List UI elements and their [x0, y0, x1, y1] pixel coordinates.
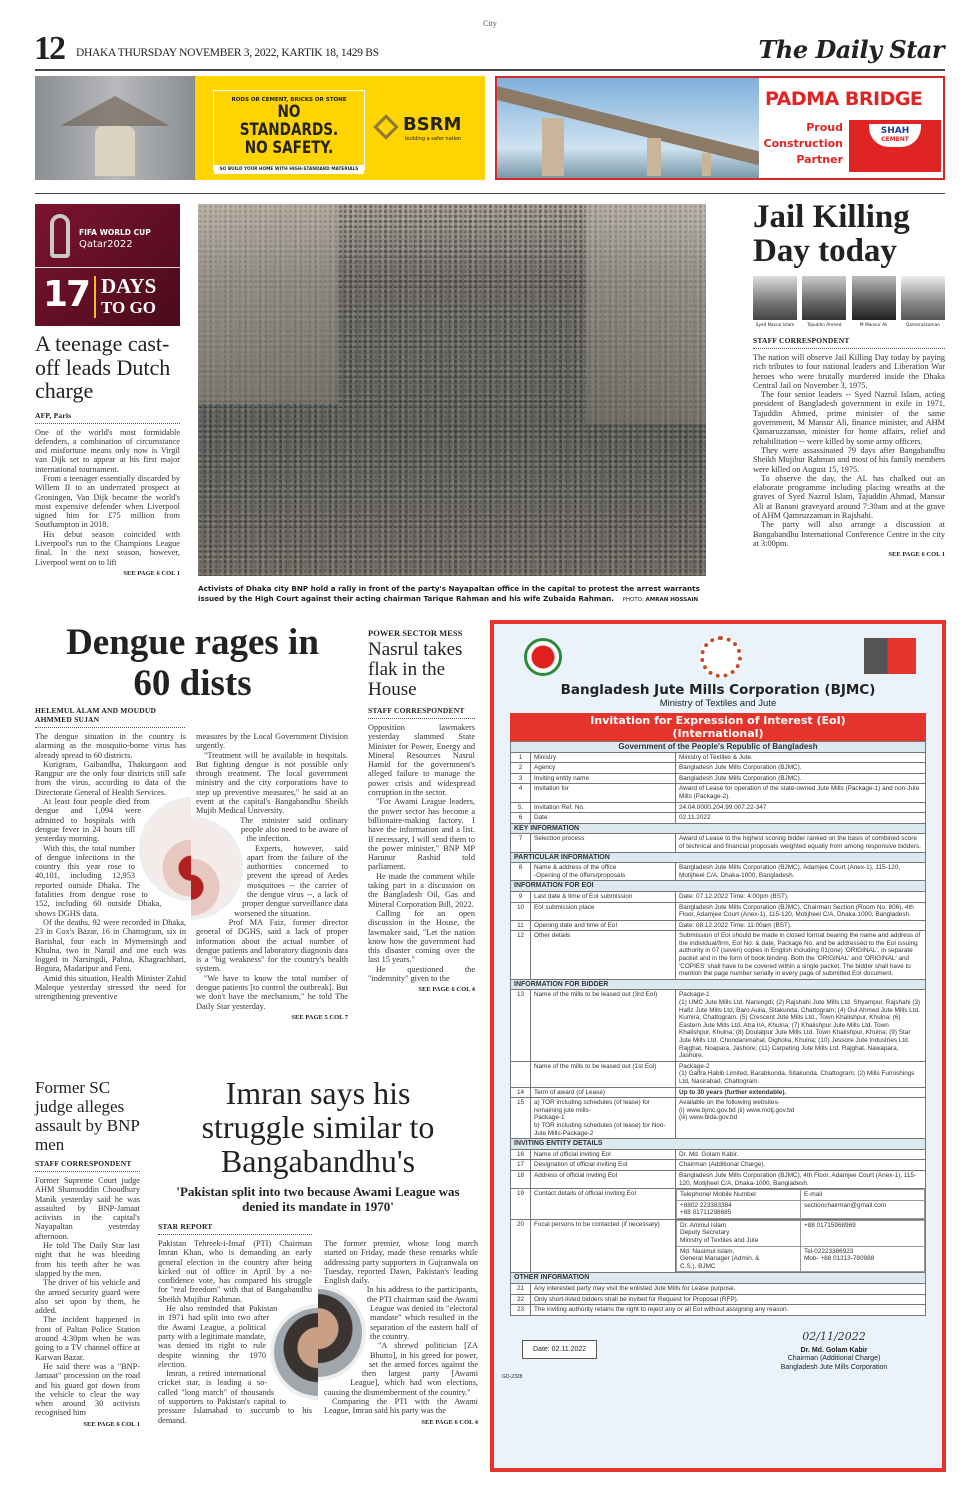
paragraph: Pakistan Tehreek-i-Insaf (PTI) Chairman Imran Khan, who is demanding an early general election in the country after being kicked out of office in April by a no-confidence vote, has compared his struggle for "real freedom" with that of Bangabandhu Sheikh Mujibur Rahman. [158, 1239, 312, 1304]
row-label: Name of the mills to be leased out (3rd EoI) [531, 990, 676, 1061]
table-row [511, 834, 926, 852]
jail-body [753, 353, 945, 548]
row-label: Designation of official inviting EoI [531, 1160, 676, 1171]
contact-cell: +8802 223383384 +88 01711298685 [677, 1200, 801, 1218]
row-number: 9 [511, 891, 531, 902]
row-label: Name of the mills to be leased out (1st EoI) [531, 1061, 676, 1087]
paragraph: "We have to know the total number of dengue patients [to control the outbreak]. But we don't have the mechanism," he told The Daily Star yesterday. [196, 973, 348, 1011]
paragraph: The dengue situation in the country is alarming as the mosquito-borne virus has already spread to 60 districts. [35, 732, 186, 760]
row-number: 23 [511, 1305, 531, 1316]
table-row [511, 813, 926, 824]
dengue-body-col2 [196, 732, 348, 1011]
bjmc-eoi-ad [490, 620, 946, 1472]
table-row [511, 1170, 926, 1188]
signer-name: Dr. Md. Golam Kabir [800, 1346, 868, 1354]
row-value: Award of Lease to the highest scoring bidder ranked on the basis of combined score of technical and financial proposals weighted equally from among responsive bidders. [676, 834, 926, 852]
section-heading: OTHER INFORMATION [511, 1273, 926, 1284]
paragraph: One of the world's most formidable defenders, a combination of circumstance and misfortune means only now is Virgil van Dijk set to appear at his first major international tournament. [35, 427, 180, 474]
imran-continued[interactable]: SEE PAGE 6 COL 4 [421, 1418, 478, 1426]
paragraph: Former Supreme Court judge AHM Shamsuddin Choudhury Manik yesterday said he was assaulted by BNP-Jamaat activists in the capital's Nayapaltan yesterday afternoon. [35, 1176, 140, 1241]
shah-line1: Proud [806, 121, 843, 134]
table-row [511, 1294, 926, 1305]
section-heading: KEY INFORMATION [511, 823, 926, 834]
world-cup-trophy-icon [50, 214, 70, 258]
bsrm-logo-icon [373, 114, 398, 139]
row-number: 5. [511, 802, 531, 813]
eoi-banner: Invitation for Expression of Interest (EoI) (International) [510, 713, 926, 741]
paragraph: The minister said ordinary people also need to be aware of the infection. [240, 815, 348, 844]
dengue-headline[interactable]: Dengue rages in 60 dists [66, 622, 319, 704]
nasrul-continued[interactable]: SEE PAGE 6 COL 4 [418, 986, 475, 994]
paragraph: Opposition lawmakers yesterday slammed State Minister for Power, Energy and Mineral Resources Nasrul Hamid for the government's alleged failure to manage the power crisis and widespread corruption in the sector. [368, 723, 475, 798]
family-house-image [35, 76, 195, 180]
table-row [511, 902, 926, 920]
bjmc-org: Bangladesh Jute Mills Corporation (BJMC) [560, 682, 876, 698]
paragraph: He told The Daily Star last night that he was bleeding from his teeth after he was slapped by the men. [35, 1241, 140, 1278]
paragraph: He also reminded that Pakistan in 1971 had split into two after the Awami League, a political party with a legitimate mandate, was denied its right to rule despite winning the 1970 election. [158, 1304, 278, 1369]
table-row [511, 920, 926, 931]
table-row [511, 1305, 926, 1316]
photo-credit-label: PHOTO: [622, 597, 644, 603]
fifa-countdown [35, 204, 180, 326]
dateline: DHAKA THURSDAY NOVEMBER 3, 2022, KARTIK 18, 1429 BS [76, 47, 379, 59]
table-section-row [511, 852, 926, 863]
row-number: 3 [511, 773, 531, 784]
imran-subhead: 'Pakistan split into two because Awami League was denied its mandate in 1970' [176, 1184, 460, 1214]
row-value: Package-1 (1) UMC Jute Mills Ltd. Narsingdi; (2) Rajshahi Jute Mills Ltd. Shyampur, Rajshahi (3) Hafiz Jute Mills Ltd, Baro Aulia, Sitakunda, Chattogram; (4) Gul Ahmed Jute Mills Ltd. Kumira, Chattogram. (5) Crescent Jute Mills Ltd., Town Khalishpur, Khulna; (6) Eastern Jute Mills Ltd. Atra I/A, Khulna; (7) Khalishpur Jute Mills Ltd. Town Khalishpur, Khulna; (8) Doulatpur Jute Mills Ltd. Town Khalishpur, Khulna; (9) Star Jute Mills Ltd. Chondanimahal, Digholia, Khulna; (10) Jessore Jute Industries Ltd. Rajghat, Noapara, Jashore; (11) Carpeting Jute Mills Ltd. Rajghat, Nawapara, Jashore. [676, 990, 926, 1061]
table-row [511, 863, 926, 881]
row-number: 4 [511, 784, 531, 802]
bjmc-ministry: Ministry of Textiles and Jute [659, 698, 777, 709]
fifa-line2: Qatar2022 [79, 239, 133, 250]
contact-cell: Tel-02223386923 Mob- +88 01313-780988 [801, 1246, 925, 1272]
row-value: Available on the following websites- (i) www.bjmc.gov.bd (ii) www.motj.gov.bd (iii) www.bida.gov.bd [676, 1098, 926, 1139]
paragraph: The driver of his vehicle and the armed security guard were also set upon by them, he added. [35, 1278, 140, 1316]
table-row [511, 1149, 926, 1160]
table-section-row [511, 1139, 926, 1150]
shah-cement-logo [849, 120, 941, 172]
fifa-line1: FIFA WORLD CUP [79, 228, 151, 237]
section-heading: INFORMATION FOR EOI [511, 881, 926, 892]
row-value: 02.11.2022 [676, 813, 926, 824]
paragraph: Imran, a retired international cricket star, is leading a so-called "long march" of thousands of supporters to Pakistan's capital to pressure Islamabad to succumb to his demand. [158, 1369, 312, 1425]
table-row [511, 1098, 926, 1139]
row-value: Ministry of Textiles & Jute. [676, 752, 926, 763]
contact-cell: Md. Nasimul Islam, General Manager (Admin. & C.S.), BJMC [677, 1246, 801, 1272]
jail-byline: STAFF CORRESPONDENT [753, 336, 945, 349]
bsrm-brand: BSRM [403, 114, 462, 135]
paragraph: Amid this situation, Health Minister Zahid Maleque yesterday stressed the need for strengthening preventive [35, 973, 186, 1002]
row-label: Ministry [531, 752, 676, 763]
masthead-logo[interactable]: The Daily Star [758, 35, 944, 64]
row-text: Any interested party may visit the enlisted Jute Mills for Lease purpose. [531, 1284, 926, 1295]
ads-rule [35, 193, 945, 194]
row-number: 13 [511, 990, 531, 1061]
ad-code: GD-2328 [502, 1374, 523, 1381]
row-number: 15 [511, 1098, 531, 1139]
jail-continued[interactable]: SEE PAGE 6 COL 1 [888, 551, 945, 559]
signature: 02/11/2022 [802, 1329, 866, 1343]
photo-caption: Activists of Dhaka city BNP hold a rally in front of the party's Nayapaltan office in the capital to protest the arrest warrants issued by the High Court against their acting chairman Tarique Rahman and his wife Zubaida Rahman. [198, 584, 700, 603]
row-number: 7 [511, 834, 531, 852]
row-value: Submission of EoI should be made in closed format bearing the name and address of the individual/firm, EoI No. & date, Package No. and be addressed to the EoI issuing authority in 07 (seven) copies in English including 01(one) 'ORIGINAL', in separate packet and in the form of book binding. Both the 'ORIGINAL' and 'ORIGINAL' and 'COPIES' shall have to be covered within a single packet. The bidder shall have to mention the page number serially in every page of submitted EoI document. [676, 931, 926, 980]
row-label: Contact details of official inviting EoI [531, 1189, 676, 1220]
paragraph: The party will also arrange a discussion at Bangabandhu International Conference Centre in the city at 3:00pm. [753, 520, 945, 548]
bsrm-line2: NO SAFETY. [244, 138, 334, 158]
vandijk-byline: AFP, Paris [35, 411, 180, 424]
table-row [511, 802, 926, 813]
row-value: Chairman (Additional Charge). [676, 1160, 926, 1171]
contact-cell: +88 01715968969 [801, 1220, 925, 1246]
table-row [511, 1160, 926, 1171]
nasrul-headline[interactable]: Nasrul takes flak in the House [368, 639, 463, 700]
row-value: Bangladesh Jute Mills Corporation (BJMC). [676, 773, 926, 784]
portrait: Qamaruzzaman [901, 276, 945, 328]
row-value: Dr. Md. Golam Kabir. [676, 1149, 926, 1160]
bsrm-ad[interactable] [35, 76, 485, 180]
shah-brand1: SHAH [880, 126, 910, 136]
row-number: 11 [511, 920, 531, 931]
bsrm-kicker: RODS OR CEMENT, BRICKS OR STONE [231, 97, 347, 103]
contact-cell: sectionchairman@gmail.com [801, 1200, 925, 1218]
row-number: 17 [511, 1160, 531, 1171]
section-heading: INVITING ENTITY DETAILS [511, 1139, 926, 1150]
paragraph: From a teenager essentially discarded by Willem II to an underrated prospect at Groningen, Van Dijk became the world's most expensive defender when Liverpool signed him for £75 million from Southampton in 2018. [35, 473, 180, 530]
row-label: EoI submission place [531, 902, 676, 920]
paragraph: He questioned the "indemnity" given to the [368, 964, 475, 984]
row-number: 18 [511, 1170, 531, 1188]
row-value: Bangladesh Jute Mills Corporation (BJMC). [676, 763, 926, 774]
judge-byline: STAFF CORRESPONDENT [35, 1159, 140, 1172]
paragraph: measures by the Local Government Division urgently. [196, 732, 348, 751]
paragraph: With this, the total number of dengue infections in the country this year rose to 40,101, including 12,953 reported outside Dhaka. The fatalities from dengue rose to 152, including 60 outside Dhaka, shows DGHS data. [35, 843, 162, 918]
contact-cell: E-mail [801, 1190, 925, 1201]
date-box: Date: 02.11.2022 [522, 1340, 597, 1359]
row-label: Name of official inviting EoI [531, 1149, 676, 1160]
table-row [511, 784, 926, 802]
row-label: Other details [531, 931, 676, 980]
page-number: 12 [34, 30, 64, 67]
paragraph: Of the deaths, 92 were recorded in Dhaka, 23 in Cox's Bazar, 16 in Chattogram, six in Barishal, four each in Mymensingh and Khulna, two in Narail and one each was logged in Narsingdi, Pabna, Khagrachhari, Bogura, Madaripur and Feni. [35, 917, 186, 974]
portrait: Syed Nazrul Islam [753, 276, 797, 328]
table-section-row [511, 881, 926, 892]
judge-headline[interactable]: Former SC judge alleges assault by BNP men [35, 1078, 140, 1154]
paragraph: The four senior leaders -- Syed Nazrul Islam, acting president of Bangladesh government in exile in 1971, Tajuddin Ahmed, prime minister of the same government, M Mansur Ali, finance minister, and AHM Qamaruzzaman, minister for home affairs, relief and rehabilitation -- were killed by some army officers. [753, 390, 945, 446]
contact-subtable [676, 1189, 925, 1219]
table-section-row [511, 979, 926, 990]
bsrm-tagline: building a safer nation [405, 136, 462, 142]
table-section-row [511, 823, 926, 834]
nasrul-byline: STAFF CORRESPONDENT [368, 706, 475, 719]
paragraph: Kurigram, Gaibandha, Thakurgaon and Rangpur are the only four districts still safe from the virus, according to data of the Directorate General of Health Services. [35, 759, 186, 797]
vandijk-continued[interactable]: SEE PAGE 6 COL 1 [123, 569, 180, 577]
paragraph: The former premier, whose long march started on Friday, made these remarks while addressing party supporters in Gujranwala on Tuesday, reported Dawn, Pakistan's leading English daily. [324, 1239, 478, 1286]
shah-line3: Partner [796, 153, 843, 166]
row-number: 22 [511, 1294, 531, 1305]
portrait: M Mansur Ali [852, 276, 896, 328]
bsrm-line1: NO STANDARDS. [239, 102, 339, 140]
paragraph: "A shrewd politician [ZA Bhutto], in his greed for power, set the armed forces against the then largest party [Awami League], which had won elections, causing the dismemberment of the country." [324, 1341, 478, 1397]
vandijk-body [35, 428, 180, 567]
rally-photo [198, 204, 706, 576]
row-label: Address of official inviting EoI [531, 1170, 676, 1188]
row-label: Opening date and time of EoI [531, 920, 676, 931]
gov-heading: Government of the People's Republic of Bangladesh [511, 742, 926, 753]
contact-cell: Telephone/ Mobile Number [677, 1190, 801, 1201]
table-row [511, 891, 926, 902]
paragraph: In his address to the participants, the PTI chairman said the Awami League was denied its "electoral mandate" which resulted in the separation of the eastern half of the country. [366, 1285, 478, 1341]
row-label: Name & address of the office -Opening of the offers/proposals [531, 863, 676, 881]
row-number: 19 [511, 1189, 531, 1220]
row-value [676, 1189, 926, 1220]
section-heading: INFORMATION FOR BIDDER [511, 979, 926, 990]
paragraph: He made the comment while taking part in a discussion on the Bangladesh Oil, Gas and Mineral Corporation Bill, 2022. [368, 871, 475, 909]
dengue-continued[interactable]: SEE PAGE 5 COL 7 [291, 1013, 348, 1021]
row-label: Last date & time of EoI submission [531, 891, 676, 902]
table-row [511, 1087, 926, 1098]
table-row [511, 1189, 926, 1220]
table-row [511, 763, 926, 774]
row-number: 16 [511, 1149, 531, 1160]
vandijk-headline[interactable]: A teenage cast-off leads Dutch charge [35, 331, 171, 403]
paragraph: "Treatment will be available in hospitals. But fighting dengue is not possible only through treatment. The local government ministry and the city corporations have to step up preventive measures," he said at an event at the capital's Bangabandhu Sheikh Mujib Medical University. [196, 750, 348, 816]
row-value: Package-2 (1) Galfra Habib Limited, Barabkunda, Sitakunda, Chattogram; (2) Mills Furnishings Ltd, Nasirabad, Chattogram. [676, 1061, 926, 1087]
paragraph: He said there was a "BNP-Jamaat" procession on the road and his guard got down from the vehicle to clear the way when around 30 activists recognised him [35, 1361, 140, 1418]
row-number [511, 1061, 531, 1087]
table-row [511, 931, 926, 980]
row-text: The inviting authority retains the right to reject any or all EoI without assigning any reason. [531, 1305, 926, 1316]
row-value: Date: 08.12.2022 Time: 11:00am (BST). [676, 920, 926, 931]
paragraph: To observe the day, the AL has chalked out an elaborate programme including placing wreaths at the graves of Syed Nazrul Islam, Tajuddin Ahmad, Mansur Ali at Banani graveyard around 7:30am and at the grave of AHM Qamruzzaman in Rajshahi. [753, 473, 945, 521]
row-number: 1 [511, 752, 531, 763]
table-row [511, 1284, 926, 1295]
row-number: 20 [511, 1219, 531, 1273]
dengue-body-col1 [35, 732, 186, 1002]
row-value [676, 1219, 926, 1273]
days-label: DAYS [101, 274, 157, 298]
section-label: City [483, 19, 497, 28]
days-count: 17 [43, 274, 90, 315]
bsrm-footer: SO BUILD YOUR HOME WITH HIGH-STANDARD MATERIALS [214, 165, 364, 174]
portrait-row [753, 276, 945, 328]
table-row [511, 1219, 926, 1273]
row-label: Term of award (of Lease) [531, 1087, 676, 1098]
table-row [511, 773, 926, 784]
mujib-logo-icon [864, 638, 916, 674]
portrait: Tajuddin Ahmed [802, 276, 846, 328]
row-label: Agency [531, 763, 676, 774]
row-label: Invitation for [531, 784, 676, 802]
paragraph: The incident happened in front of Paltan Police Station around 4:30pm when he was going to a TV channel office at Karwan Bazar. [35, 1315, 140, 1362]
row-value: 24.04.0000.204.99.007.22-347 [676, 802, 926, 813]
row-label: Selection process [531, 834, 676, 852]
row-label: Inviting entity name [531, 773, 676, 784]
row-number: 21 [511, 1284, 531, 1295]
padma-bridge-image [497, 78, 759, 178]
contact-cell: Dr. Aminul Islam Deputy Secretary Ministry of Textiles and Jute [677, 1220, 801, 1246]
paragraph: At least four people died from dengue and 1,094 were admitted to hospitals with dengue fever in 24 hours till yesterday morning. [35, 797, 150, 844]
dengue-byline: HELEMUL ALAM AND MOUDUD AHMMED SUJAN [35, 706, 185, 728]
imran-body-col2 [324, 1239, 478, 1416]
table-row [511, 990, 926, 1061]
row-value: Date: 07.12.2022 Time: 4:00pm (BST). [676, 891, 926, 902]
bjmc-logo-icon [700, 636, 742, 678]
imran-headline[interactable]: Imran says his struggle similar to Bangabandhu's [201, 1075, 435, 1179]
judge-continued[interactable]: SEE PAGE 6 COL 1 [83, 1420, 140, 1428]
shah-line2: Construction [763, 137, 843, 150]
shah-title: PADMA BRIDGE [765, 88, 923, 110]
row-label: Focal persons to be contacted (if necessary) [531, 1219, 676, 1273]
row-number: 12 [511, 931, 531, 980]
nasrul-body [368, 723, 475, 983]
paragraph: Experts, however, said apart from the failure of the authorities concerned to prevent the spread of Aedes mosquitoes -- the carrier of the dengue virus --, a lack of proper dengue surveillance data worsened the situation. [234, 843, 348, 918]
signer-org: Bangladesh Jute Mills Corporation [780, 1363, 888, 1371]
imran-body-col1 [158, 1239, 312, 1425]
shah-cement-ad[interactable] [495, 76, 945, 180]
row-value: Bangladesh Jute Mills Corporation (BJMC), Chairman Section (Room No. 806), 4th Floor, Adamjee Court (Anex-1), 115-120, Motijheel C/A, Dhaka-1000, Bangladesh. [676, 902, 926, 920]
bangladesh-emblem-icon [524, 638, 562, 676]
imran-byline: STAR REPORT [158, 1222, 312, 1235]
contact-subtable [676, 1220, 925, 1273]
row-label: Date [531, 813, 676, 824]
row-label: a) TOR including schedules (of lease) for remaining jute mills- Package-1 b) TOR including schedules (of lease) for Non-Jute Mills-Package-2 [531, 1098, 676, 1139]
paragraph: Prof MA Faiz, former director general of DGHS, said a lack of proper information about the actual number of dengue patients and laboratory diagnosis data is a "big weakness" for the country's health system. [196, 917, 348, 974]
row-value: Up to 30 years (further extendable). [676, 1087, 926, 1098]
row-value: Award of Lease for operation of the state-owned Jute Mills (Package-1) and non-Jute Mills (Package-2). [676, 784, 926, 802]
nasrul-kicker: POWER SECTOR MESS [368, 628, 463, 638]
photo-credit: AMRAN HOSSAIN [645, 597, 699, 603]
row-value: Bangladesh Jute Mills Corporation (BJMC), Adamjee Court (Anex-1), 115-120, Motijheel C/A, Dhaka-1000, Bangladesh. [676, 863, 926, 881]
paragraph: They were assassinated 79 days after Bangabandhu Sheikh Mujibur Rahman and most of his family members were killed on August 15, 1975. [753, 445, 945, 474]
section-heading: PARTICULAR INFORMATION [511, 852, 926, 863]
shah-brand2: CEMENT [881, 136, 909, 143]
paragraph: Comparing the PTI with the Awami League, Imran said his party was the [324, 1397, 478, 1416]
row-label: Invitation Ref. No. [531, 802, 676, 813]
table-row [511, 752, 926, 763]
row-number: 10 [511, 902, 531, 920]
paragraph: Calling for an open discussion in the House, the lawmaker said, "Let the nation know how the government had this disaster coming over the last 15 years." [368, 908, 475, 965]
row-value: Bangladesh Jute Mills Corporation (BJMC), 4th Floor, Adamjee Court (Anex-1), 115-120, Motijheel C/A, Dhaka-1000, Bangladesh. [676, 1170, 926, 1188]
signer-title: Chairman (Additional Charge) [787, 1355, 881, 1363]
table-section-row [511, 1273, 926, 1284]
judge-body [35, 1176, 140, 1418]
row-number: 14 [511, 1087, 531, 1098]
row-number: 6 [511, 813, 531, 824]
to-go-label: TO GO [101, 298, 156, 317]
row-text: Only short-listed bidders shall be invited for Request for Proposal (RFP). [531, 1294, 926, 1305]
row-number: 8 [511, 863, 531, 881]
eoi-table [510, 741, 926, 1316]
row-number: 2 [511, 763, 531, 774]
paragraph: His debut season coincided with Liverpool's run to the Champions League final. In the next season, however, Liverpool went on to lift [35, 529, 180, 567]
paragraph: The nation will observe Jail Killing Day today by paying rich tributes to four national leaders and Liberation War heroes who were brutally murdered inside the Dhaka Central Jail on November 3, 1975. [753, 353, 945, 390]
jail-headline[interactable]: Jail Killing Day today [753, 199, 910, 269]
table-row [511, 1061, 926, 1087]
paragraph: "For Awami League leaders, the power sector has become a billionaire-making factory. I have the information and a list. If necessary, I will send them to the power minister," BNP MP Harunur Rashid told parliament. [368, 797, 475, 872]
header-rule [35, 69, 945, 71]
